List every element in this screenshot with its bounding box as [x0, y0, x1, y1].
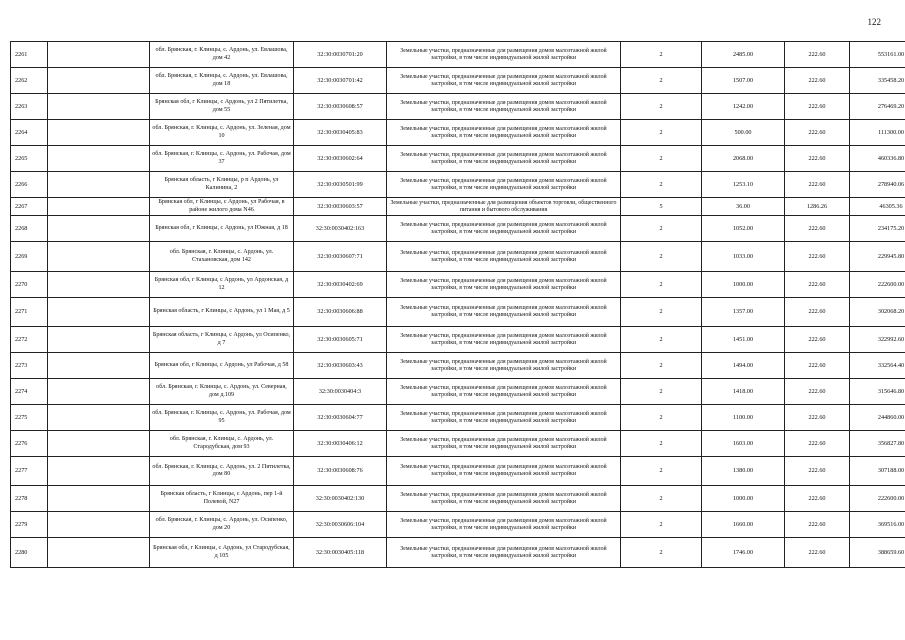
- area-cell: 1380.00: [702, 457, 785, 486]
- row-number: 2278: [11, 486, 48, 512]
- empty-cell: [48, 272, 150, 298]
- address-cell: Брянская обл, г Клинцы, с Ардонь, ул Южная, д 18: [150, 216, 294, 242]
- area-cell: 1418.00: [702, 379, 785, 405]
- row-number: 2279: [11, 512, 48, 538]
- cadastral-number-cell: 32:30:0030602:64: [294, 146, 387, 172]
- specific-value-cell: 222.60: [785, 327, 850, 353]
- area-cell: 1746.00: [702, 538, 785, 568]
- area-cell: 2485.00: [702, 42, 785, 68]
- empty-cell: [48, 242, 150, 272]
- specific-value-cell: 222.60: [785, 242, 850, 272]
- empty-cell: [48, 327, 150, 353]
- table-row: [11, 198, 905, 216]
- row-number: 2275: [11, 405, 48, 431]
- cadastral-value-cell: 460336.80: [850, 146, 905, 172]
- row-number: 2274: [11, 379, 48, 405]
- specific-value-cell: 222.60: [785, 405, 850, 431]
- area-cell: 1494.00: [702, 353, 785, 379]
- row-number: 2265: [11, 146, 48, 172]
- area-cell: 1000.00: [702, 486, 785, 512]
- cadastral-value-cell: 388659.60: [850, 538, 905, 568]
- row-number: 2271: [11, 298, 48, 327]
- specific-value-cell: 222.60: [785, 216, 850, 242]
- specific-value-cell: 222.60: [785, 457, 850, 486]
- cadastral-number-cell: 32:30:0030402:69: [294, 272, 387, 298]
- specific-value-cell: 222.60: [785, 298, 850, 327]
- row-number: 2273: [11, 353, 48, 379]
- row-number: 2280: [11, 538, 48, 568]
- row-number: 2277: [11, 457, 48, 486]
- group-cell: 2: [621, 512, 702, 538]
- address-cell: Брянская обл, г Клинцы, с Ардонь, ул Рабочая, д 58: [150, 353, 294, 379]
- empty-cell: [48, 457, 150, 486]
- group-cell: 2: [621, 327, 702, 353]
- address-cell: обл. Брянская, г. Клинцы, с. Ардонь, ул. Стахановская, дом 142: [150, 242, 294, 272]
- area-cell: 1660.00: [702, 512, 785, 538]
- row-number: 2266: [11, 172, 48, 198]
- group-cell: 2: [621, 120, 702, 146]
- cadastral-value-cell: 315646.80: [850, 379, 905, 405]
- table-row: [11, 42, 905, 68]
- group-cell: 2: [621, 538, 702, 568]
- land-use-cell: Земельные участки, предназначенные для размещения домов малоэтажной жилой застройки, в том числе индивидуальной жилой застройки: [387, 431, 621, 457]
- specific-value-cell: 222.60: [785, 120, 850, 146]
- cadastral-number-cell: 32:30:0030608:76: [294, 457, 387, 486]
- land-use-cell: Земельные участки, предназначенные для размещения объектов торговли, общественного питания и бытового обслуживания: [387, 198, 621, 216]
- group-cell: 2: [621, 272, 702, 298]
- land-use-cell: Земельные участки, предназначенные для размещения домов малоэтажной жилой застройки, в том числе индивидуальной жилой застройки: [387, 272, 621, 298]
- specific-value-cell: 222.60: [785, 42, 850, 68]
- table-row: [11, 538, 905, 568]
- row-number: 2272: [11, 327, 48, 353]
- table-row: [11, 94, 905, 120]
- specific-value-cell: 222.60: [785, 512, 850, 538]
- cadastral-number-cell: 32:30:0030405:83: [294, 120, 387, 146]
- group-cell: 2: [621, 172, 702, 198]
- specific-value-cell: 222.60: [785, 272, 850, 298]
- row-number: 2268: [11, 216, 48, 242]
- address-cell: обл. Брянская, г. Клинцы, с. Ардонь, ул. Осипенко, дом 20: [150, 512, 294, 538]
- specific-value-cell: 1286.26: [785, 198, 850, 216]
- empty-cell: [48, 68, 150, 94]
- address-cell: Брянская область, г Клинцы, с Ардонь, ул Осипенко, д 7: [150, 327, 294, 353]
- empty-cell: [48, 431, 150, 457]
- group-cell: 2: [621, 298, 702, 327]
- empty-cell: [48, 42, 150, 68]
- land-use-cell: Земельные участки, предназначенные для размещения домов малоэтажной жилой застройки, в том числе индивидуальной жилой застройки: [387, 94, 621, 120]
- cadastral-number-cell: 32:30:0030607:71: [294, 242, 387, 272]
- land-use-cell: Земельные участки, предназначенные для размещения домов малоэтажной жилой застройки, в том числе индивидуальной жилой застройки: [387, 327, 621, 353]
- empty-cell: [48, 198, 150, 216]
- cadastral-number-cell: 32:30:0030606:88: [294, 298, 387, 327]
- group-cell: 2: [621, 353, 702, 379]
- area-cell: 1052.00: [702, 216, 785, 242]
- cadastral-value-cell: 335458.20: [850, 68, 905, 94]
- area-cell: 1603.00: [702, 431, 785, 457]
- group-cell: 2: [621, 68, 702, 94]
- cadastral-value-cell: 369516.00: [850, 512, 905, 538]
- group-cell: 2: [621, 379, 702, 405]
- area-cell: 1242.00: [702, 94, 785, 120]
- cadastral-number-cell: 32:30:0030405:118: [294, 538, 387, 568]
- address-cell: Брянская обл, г Клинцы, с Ардонь, ул 2 Пятилетка, дом 55: [150, 94, 294, 120]
- cadastral-number-cell: 32:30:0030605:71: [294, 327, 387, 353]
- address-cell: Брянская обл, г Клинцы, с Ардонь, ул Ардонская, д 12: [150, 272, 294, 298]
- cadastral-number-cell: 32:30:0030701:20: [294, 42, 387, 68]
- empty-cell: [48, 405, 150, 431]
- land-use-cell: Земельные участки, предназначенные для размещения домов малоэтажной жилой застройки, в том числе индивидуальной жилой застройки: [387, 146, 621, 172]
- land-use-cell: Земельные участки, предназначенные для размещения домов малоэтажной жилой застройки, в том числе индивидуальной жилой застройки: [387, 298, 621, 327]
- row-number: 2276: [11, 431, 48, 457]
- cadastral-value-cell: 307188.00: [850, 457, 905, 486]
- land-use-cell: Земельные участки, предназначенные для размещения домов малоэтажной жилой застройки, в том числе индивидуальной жилой застройки: [387, 512, 621, 538]
- cadastral-number-cell: 32:30:0030604:77: [294, 405, 387, 431]
- table-row: [11, 242, 905, 272]
- empty-cell: [48, 486, 150, 512]
- specific-value-cell: 222.60: [785, 353, 850, 379]
- empty-cell: [48, 512, 150, 538]
- specific-value-cell: 222.60: [785, 538, 850, 568]
- cadastral-number-cell: 32:30:0030406:12: [294, 431, 387, 457]
- area-cell: 36.00: [702, 198, 785, 216]
- empty-cell: [48, 216, 150, 242]
- group-cell: 2: [621, 486, 702, 512]
- cadastral-value-table: [10, 41, 905, 568]
- cadastral-number-cell: 32:30:0030701:42: [294, 68, 387, 94]
- area-cell: 1507.00: [702, 68, 785, 94]
- empty-cell: [48, 379, 150, 405]
- empty-cell: [48, 120, 150, 146]
- row-number: 2262: [11, 68, 48, 94]
- area-cell: 1357.00: [702, 298, 785, 327]
- address-cell: Брянская область, г Клинцы, р п Ардонь, ул Калинина, 2: [150, 172, 294, 198]
- table-row: [11, 68, 905, 94]
- table-row: [11, 353, 905, 379]
- address-cell: обл. Брянская, г. Клинцы, с. Ардонь, ул. 2 Пятилетка, дом 80: [150, 457, 294, 486]
- group-cell: 2: [621, 431, 702, 457]
- cadastral-value-cell: 322992.60: [850, 327, 905, 353]
- group-cell: 2: [621, 42, 702, 68]
- table-row: [11, 327, 905, 353]
- cadastral-value-cell: 244860.00: [850, 405, 905, 431]
- cadastral-value-cell: 229945.80: [850, 242, 905, 272]
- area-cell: 1253.10: [702, 172, 785, 198]
- area-cell: 1100.00: [702, 405, 785, 431]
- land-use-cell: Земельные участки, предназначенные для размещения домов малоэтажной жилой застройки, в том числе индивидуальной жилой застройки: [387, 242, 621, 272]
- address-cell: обл. Брянская, г. Клинцы, с. Ардонь, ул. Евлашова, дом 18: [150, 68, 294, 94]
- cadastral-number-cell: 32:30:0030402:163: [294, 216, 387, 242]
- group-cell: 5: [621, 198, 702, 216]
- specific-value-cell: 222.60: [785, 486, 850, 512]
- empty-cell: [48, 172, 150, 198]
- table-row: [11, 172, 905, 198]
- row-number: 2270: [11, 272, 48, 298]
- table-row: [11, 379, 905, 405]
- area-cell: 1000.00: [702, 272, 785, 298]
- land-use-cell: Земельные участки, предназначенные для размещения домов малоэтажной жилой застройки, в том числе индивидуальной жилой застройки: [387, 68, 621, 94]
- specific-value-cell: 222.60: [785, 94, 850, 120]
- cadastral-value-cell: 356827.80: [850, 431, 905, 457]
- empty-cell: [48, 298, 150, 327]
- group-cell: 2: [621, 457, 702, 486]
- table-row: [11, 486, 905, 512]
- area-cell: 500.00: [702, 120, 785, 146]
- specific-value-cell: 222.60: [785, 379, 850, 405]
- cadastral-number-cell: 32:30:0030608:57: [294, 94, 387, 120]
- specific-value-cell: 222.60: [785, 68, 850, 94]
- table-row: [11, 272, 905, 298]
- cadastral-value-cell: 222600.00: [850, 272, 905, 298]
- cadastral-number-cell: 32:30:0030402:130: [294, 486, 387, 512]
- group-cell: 2: [621, 94, 702, 120]
- area-cell: 1033.00: [702, 242, 785, 272]
- empty-cell: [48, 94, 150, 120]
- cadastral-number-cell: 32:30:0030603:43: [294, 353, 387, 379]
- cadastral-value-cell: 276469.20: [850, 94, 905, 120]
- address-cell: Брянская область, г Клинцы, с Ардонь, пер 1-й Полевой, N27: [150, 486, 294, 512]
- address-cell: Брянская обл, г Клинцы, с Ардонь, ул Стародубская, д 105: [150, 538, 294, 568]
- address-cell: обл. Брянская, г. Клинцы, с. Ардонь, ул. Евлашова, дом 42: [150, 42, 294, 68]
- row-number: 2269: [11, 242, 48, 272]
- table-row: [11, 298, 905, 327]
- row-number: 2267: [11, 198, 48, 216]
- area-cell: 1451.00: [702, 327, 785, 353]
- land-use-cell: Земельные участки, предназначенные для размещения домов малоэтажной жилой застройки, в том числе индивидуальной жилой застройки: [387, 457, 621, 486]
- specific-value-cell: 222.60: [785, 146, 850, 172]
- address-cell: обл. Брянская, г. Клинцы, с. Ардонь, ул. Стародубская, дом 93: [150, 431, 294, 457]
- specific-value-cell: 222.60: [785, 172, 850, 198]
- row-number: 2264: [11, 120, 48, 146]
- empty-cell: [48, 146, 150, 172]
- land-use-cell: Земельные участки, предназначенные для размещения домов малоэтажной жилой застройки, в том числе индивидуальной жилой застройки: [387, 120, 621, 146]
- land-use-cell: Земельные участки, предназначенные для размещения домов малоэтажной жилой застройки, в том числе индивидуальной жилой застройки: [387, 172, 621, 198]
- land-use-cell: Земельные участки, предназначенные для размещения домов малоэтажной жилой застройки, в том числе индивидуальной жилой застройки: [387, 538, 621, 568]
- address-cell: обл. Брянская, г. Клинцы, с. Ардонь, ул. Рабочая, дом 95: [150, 405, 294, 431]
- group-cell: 2: [621, 242, 702, 272]
- address-cell: обл. Брянская, г. Клинцы, с. Ардонь, ул. Рабочая, дом 37: [150, 146, 294, 172]
- table-row: [11, 431, 905, 457]
- page-number: 122: [867, 17, 881, 27]
- land-use-cell: Земельные участки, предназначенные для размещения домов малоэтажной жилой застройки, в том числе индивидуальной жилой застройки: [387, 486, 621, 512]
- group-cell: 2: [621, 146, 702, 172]
- cadastral-value-cell: 278940.06: [850, 172, 905, 198]
- table-row: [11, 457, 905, 486]
- cadastral-value-cell: 234175.20: [850, 216, 905, 242]
- group-cell: 2: [621, 216, 702, 242]
- land-use-cell: Земельные участки, предназначенные для размещения домов малоэтажной жилой застройки, в том числе индивидуальной жилой застройки: [387, 379, 621, 405]
- table-row: [11, 120, 905, 146]
- cadastral-value-cell: 111300.00: [850, 120, 905, 146]
- cadastral-number-cell: 32:30:0030606:104: [294, 512, 387, 538]
- cadastral-value-cell: 553161.00: [850, 42, 905, 68]
- address-cell: Брянская обл, г Клинцы, с Ардонь, ул Рабочая, в районе жилого дома N46: [150, 198, 294, 216]
- cadastral-value-cell: 302068.20: [850, 298, 905, 327]
- cadastral-number-cell: 32:30:0030603:57: [294, 198, 387, 216]
- land-use-cell: Земельные участки, предназначенные для размещения домов малоэтажной жилой застройки, в том числе индивидуальной жилой застройки: [387, 405, 621, 431]
- specific-value-cell: 222.60: [785, 431, 850, 457]
- group-cell: 2: [621, 405, 702, 431]
- empty-cell: [48, 538, 150, 568]
- cadastral-value-cell: 222600.00: [850, 486, 905, 512]
- land-use-cell: Земельные участки, предназначенные для размещения домов малоэтажной жилой застройки, в том числе индивидуальной жилой застройки: [387, 353, 621, 379]
- address-cell: Брянская область, г Клинцы, с Ардонь, ул 1 Мая, д 5: [150, 298, 294, 327]
- table-row: [11, 512, 905, 538]
- cadastral-value-cell: 46305.36: [850, 198, 905, 216]
- table-row: [11, 405, 905, 431]
- cadastral-value-cell: 332564.40: [850, 353, 905, 379]
- address-cell: обл. Брянская, г. Клинцы, с. Ардонь, ул. Зеленая, дом 10: [150, 120, 294, 146]
- land-use-cell: Земельные участки, предназначенные для размещения домов малоэтажной жилой застройки, в том числе индивидуальной жилой застройки: [387, 216, 621, 242]
- table-row: [11, 216, 905, 242]
- cadastral-number-cell: 32:30:0030501:99: [294, 172, 387, 198]
- land-use-cell: Земельные участки, предназначенные для размещения домов малоэтажной жилой застройки, в том числе индивидуальной жилой застройки: [387, 42, 621, 68]
- area-cell: 2068.00: [702, 146, 785, 172]
- address-cell: обл. Брянская, г. Клинцы, с. Ардонь, ул. Северная, дом д.109: [150, 379, 294, 405]
- cadastral-number-cell: 32:30:0030404:3: [294, 379, 387, 405]
- empty-cell: [48, 353, 150, 379]
- row-number: 2263: [11, 94, 48, 120]
- row-number: 2261: [11, 42, 48, 68]
- table-row: [11, 146, 905, 172]
